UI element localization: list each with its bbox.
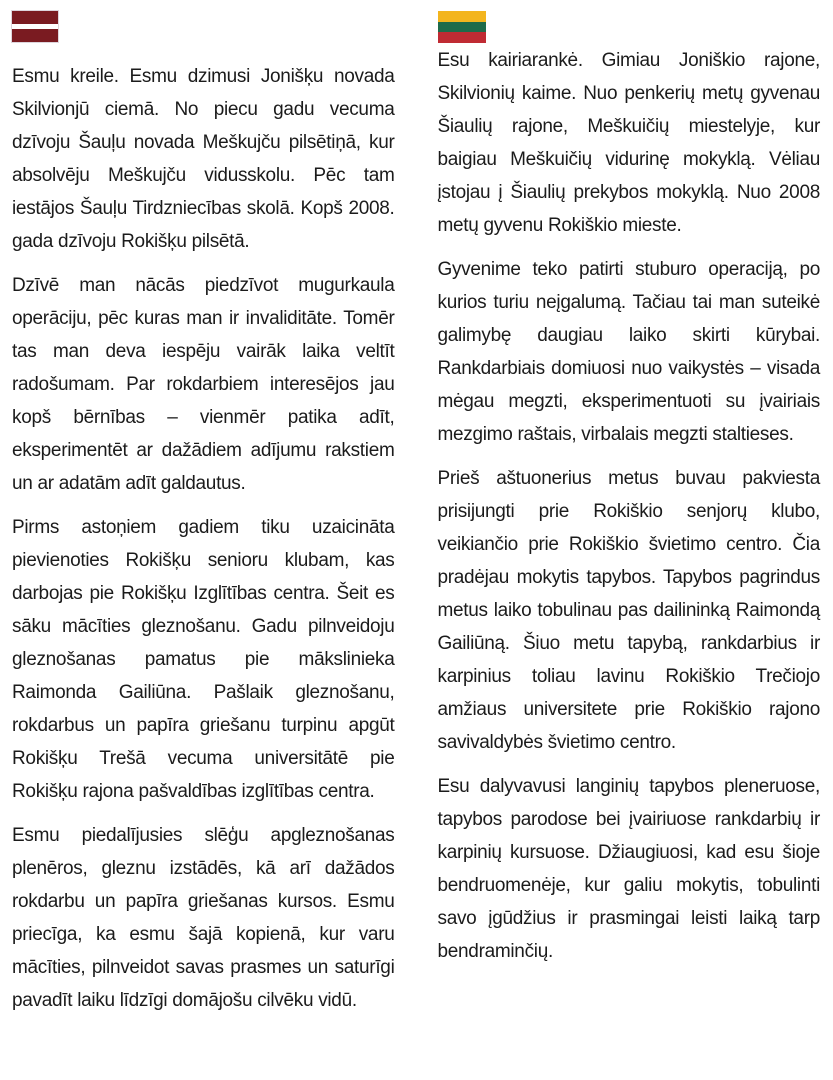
latvian-text-column — [12, 10, 395, 1080]
latvian-paragraph-2: Dzīvē man nācās piedzīvot mugurkaula operāciju, pēc kuras man ir invaliditāte. Tomēr tas man deva iespēju vairāk laika veltīt radošumam. Par rokdarbiem interesējos jau kopš bērnības – vienmēr patika adīt, eksperimentēt ar dažādiem adījumu rakstiem un ar adatām adīt galdautus. — [12, 275, 395, 494]
latvian-paragraph-4: Esmu piedalījusies slēģu apgleznošanas plenēros, gleznu izstādēs, kā arī dažādos rokdarbu un papīra griešanas kursos. Esmu priecīga, ka esmu šajā kopienā, kur varu mācīties, pilnveidot savas prasmes un saturīgi pavadīt laiku līdzīgi domājošu cilvēku vidū. — [12, 825, 395, 1011]
flag-stripe — [12, 11, 58, 24]
lithuanian-paragraph-3: Prieš aštuonerius metus buvau pakviesta prisijungti prie Rokiškio senjorų klubo, veikiančio prie Rokiškio švietimo centro. Čia pradėjau mokytis tapybos. Tapybos pagrindus metus laiko tobulinau pas dailininką Raimondą Gailiūną. Šiuo metu tapybą, rankdarbius ir karpinius toliau lavinu Rokiškio Trečiojo amžiaus universitete prie Rokiškio rajono savivaldybės švietimo centro. — [437, 468, 820, 753]
lithuanian-paragraph-2: Gyvenime teko patirti stuburo operaciją, po kurios turiu neįgalumą. Tačiau tai man suteikė galimybę daugiau laiko skirti kūrybai. Rankdarbiais domiuosi nuo vaikystės – visada mėgau megzti, eksperimentuoti su įvairiais mezgimo raštais, virbalais megzti staltieses. — [437, 259, 820, 445]
latvia-flag-icon — [12, 11, 58, 42]
flag-stripe — [438, 11, 486, 22]
flag-stripe — [438, 22, 486, 33]
lithuania-flag-icon — [438, 11, 486, 43]
latvian-paragraph-3: Pirms astoņiem gadiem tiku uzaicināta pievienoties Rokišķu senioru klubam, kas darbojas pie Rokišķu Izglītības centra. Šeit es sāku mācīties gleznošanu. Gadu pilnveidoju gleznošanas pamatus pie mākslinieka Raimonda Gailiūna. Pašlaik gleznošanu, rokdarbus un papīra griešanu turpinu apgūt Rokišķu Trešā vecuma universitātē pie Rokišķu rajona pašvaldības izglītības centra. — [12, 517, 395, 802]
flag-stripe — [438, 32, 486, 43]
latvian-paragraph-1: Esmu kreile. Esmu dzimusi Jonišķu novada Skilvionjū ciemā. No piecu gadu vecuma dzīvoju Šauļu novada Meškujču pilsētiņā, kur absolvēju Meškujču vidusskolu. Pēc tam iestājos Šauļu Tirdzniecības skolā. Kopš 2008. gada dzīvoju Rokišķu pilsētā. — [12, 66, 395, 252]
flag-stripe — [12, 29, 58, 42]
lithuanian-text-column — [438, 10, 821, 1080]
lithuanian-paragraph-4: Esu dalyvavusi langinių tapybos pleneruose, tapybos parodose bei įvairiuose rankdarbių ir karpinių kursuose. Džiaugiuosi, kad esu šioje bendruomenėje, kur galiu mokytis, tobulinti savo įgūdžius ir prasmingai leisti laiką tarp bendraminčių. — [437, 776, 820, 962]
lithuanian-paragraph-1: Esu kairiarankė. Gimiau Joniškio rajone, Skilvionių kaime. Nuo penkerių metų gyvenau Šiaulių rajone, Meškuičių miestelyje, kur baigiau Meškuičių vidurinę mokyklą. Vėliau įstojau į Šiaulių prekybos mokyklą. Nuo 2008 metų gyvenu Rokiškio mieste. — [437, 50, 820, 236]
